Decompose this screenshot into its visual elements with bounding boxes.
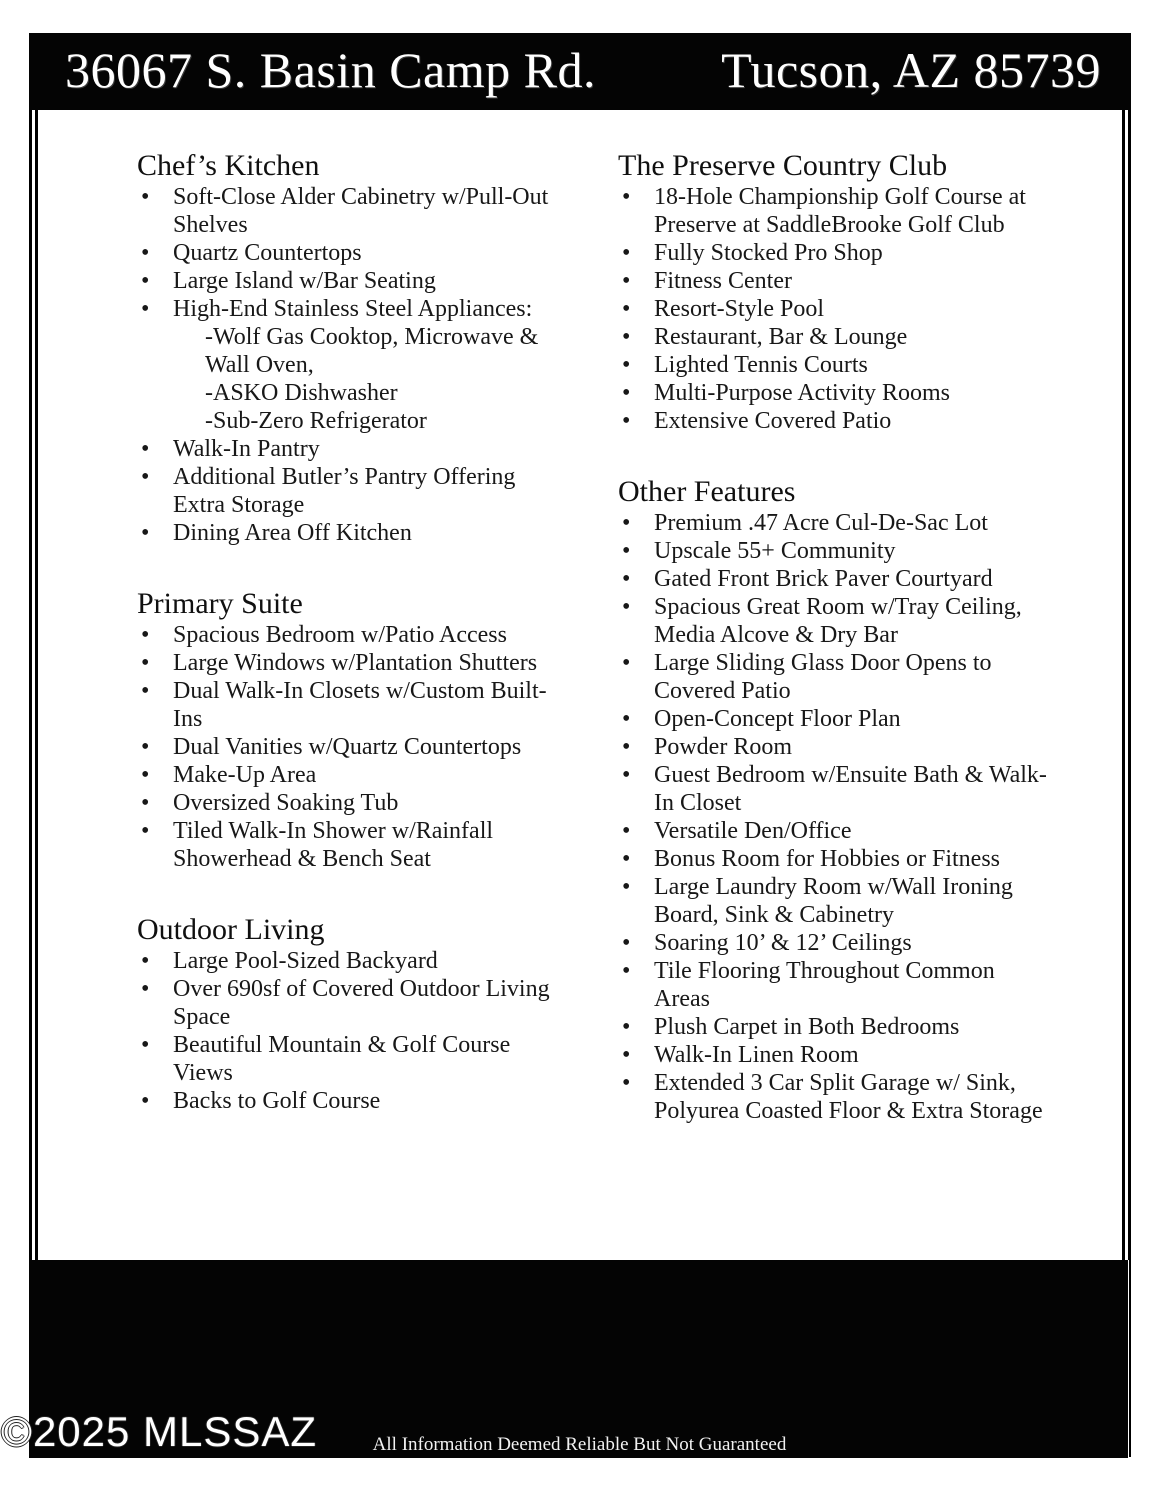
section-heading: Outdoor Living: [137, 913, 325, 946]
feature-item: • Guest Bedroom w/Ensuite Bath & Walk-In Closet: [618, 761, 1054, 817]
feature-item: • Soft-Close Alder Cabinetry w/Pull-Out Shelves: [137, 183, 561, 239]
feature-item: • Extensive Covered Patio: [618, 407, 1054, 435]
section-heading: Chef’s Kitchen: [137, 149, 320, 182]
feature-item: • Powder Room: [618, 733, 1054, 761]
feature-item: • Multi-Purpose Activity Rooms: [618, 379, 1054, 407]
feature-item: • Resort-Style Pool: [618, 295, 1054, 323]
feature-item: • Walk-In Linen Room: [618, 1041, 1054, 1069]
feature-item: • Large Laundry Room w/Wall Ironing Board, Sink & Cabinetry: [618, 873, 1054, 929]
feature-item: • Restaurant, Bar & Lounge: [618, 323, 1054, 351]
feature-item: • Soaring 10’ & 12’ Ceilings: [618, 929, 1054, 957]
section-primary-suite: [137, 587, 561, 873]
feature-item: • Over 690sf of Covered Outdoor Living Space: [137, 975, 561, 1031]
section-chef-s-kitchen: [137, 149, 561, 547]
feature-item: • Open-Concept Floor Plan: [618, 705, 1054, 733]
feature-item: • Beautiful Mountain & Golf Course Views: [137, 1031, 561, 1087]
header-band: [29, 33, 1131, 110]
feature-item: • Quartz Countertops: [137, 239, 561, 267]
mls-watermark: ©2025 MLSSAZ: [1, 1408, 318, 1455]
feature-item: • 18-Hole Championship Golf Course at Preserve at SaddleBrooke Golf Club: [618, 183, 1054, 239]
feature-item: • Lighted Tennis Courts: [618, 351, 1054, 379]
feature-item: • Bonus Room for Hobbies or Fitness: [618, 845, 1054, 873]
feature-item: • Plush Carpet in Both Bedrooms: [618, 1013, 1054, 1041]
feature-item: • Tiled Walk-In Shower w/Rainfall Showerhead & Bench Seat: [137, 817, 561, 873]
feature-item: • Premium .47 Acre Cul-De-Sac Lot: [618, 509, 1054, 537]
section-outdoor-living: [137, 913, 561, 1115]
feature-item: • Spacious Great Room w/Tray Ceiling, Media Alcove & Dry Bar: [618, 593, 1054, 649]
disclaimer-text: All Information Deemed Reliable But Not Guaranteed: [372, 1434, 787, 1455]
feature-item: • Gated Front Brick Paver Courtyard: [618, 565, 1054, 593]
feature-item: • Dual Walk-In Closets w/Custom Built-Ins: [137, 677, 561, 733]
feature-sub-item: -ASKO Dishwasher: [205, 380, 398, 406]
section-heading: Other Features: [618, 475, 796, 508]
feature-item: • Large Pool-Sized Backyard: [137, 947, 561, 975]
street-address: 36067 S. Basin Camp Rd.: [65, 41, 596, 98]
feature-item: • Large Windows w/Plantation Shutters: [137, 649, 561, 677]
section-other-features: [618, 475, 1054, 1125]
feature-item: • Backs to Golf Course: [137, 1087, 561, 1115]
feature-item: • Large Sliding Glass Door Opens to Covered Patio: [618, 649, 1054, 705]
right-column: [618, 149, 1054, 1125]
section-heading: The Preserve Country Club: [618, 149, 948, 182]
footer-edge-line: [1129, 1260, 1131, 1457]
feature-item: • Fitness Center: [618, 267, 1054, 295]
feature-sub-item: -Sub-Zero Refrigerator: [205, 408, 427, 434]
feature-item: • Spacious Bedroom w/Patio Access: [137, 621, 561, 649]
feature-item: • Large Island w/Bar Seating: [137, 267, 561, 295]
feature-item: • Dual Vanities w/Quartz Countertops: [137, 733, 561, 761]
feature-item: • Extended 3 Car Split Garage w/ Sink, Polyurea Coasted Floor & Extra Storage: [618, 1069, 1054, 1125]
feature-item: • Additional Butler’s Pantry Offering Extra Storage: [137, 463, 561, 519]
left-column: [137, 149, 561, 1115]
feature-item: • Fully Stocked Pro Shop: [618, 239, 1054, 267]
section-the-preserve-country-club: [618, 149, 1054, 435]
city-state-zip: Tucson, AZ 85739: [721, 41, 1101, 98]
feature-item: • Dining Area Off Kitchen: [137, 519, 561, 547]
feature-item: • Upscale 55+ Community: [618, 537, 1054, 565]
feature-sub-item: -Wolf Gas Cooktop, Microwave & Wall Oven,: [205, 324, 539, 378]
feature-item: • Make-Up Area: [137, 761, 561, 789]
feature-item: • High-End Stainless Steel Appliances: -Wolf Gas Cooktop, Microwave & Wall Oven, -ASKO Dishwasher -Sub-Zero Refrigerator: [137, 295, 561, 435]
section-heading: Primary Suite: [137, 587, 303, 620]
feature-item: • Versatile Den/Office: [618, 817, 1054, 845]
feature-item: • Walk-In Pantry: [137, 435, 561, 463]
feature-item: • Tile Flooring Throughout Common Areas: [618, 957, 1054, 1013]
feature-item: • Oversized Soaking Tub: [137, 789, 561, 817]
